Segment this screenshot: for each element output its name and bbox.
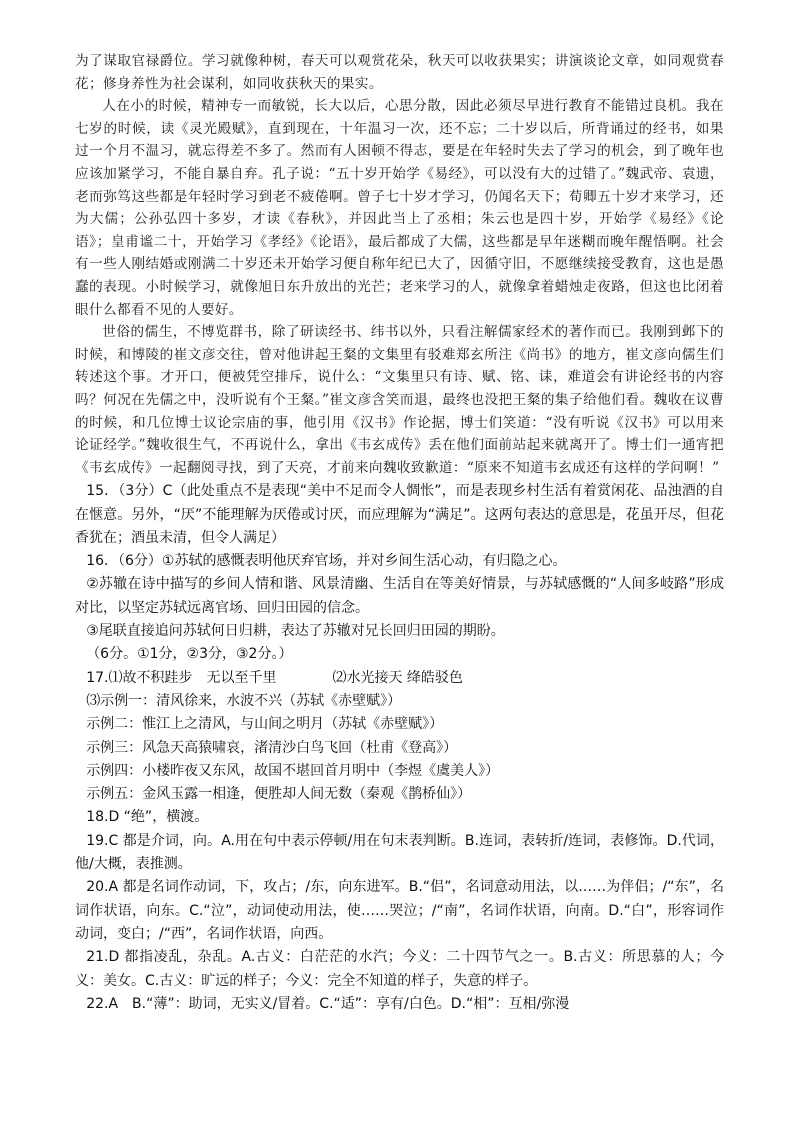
answer-17-example-2: 示例二：惟江上之清风，与山间之明月（苏轼《赤壁赋》）	[86, 716, 444, 733]
answer-18: 18.D “绝”，横渡。	[86, 809, 209, 826]
answer-20: 20.A 都是名词作动词，下，攻占；/东，向东进军。B.“侣”，名词意动用法，以……为伴侣；/“东”，名词作状语，向东。C.“泣”，动词使动用法，使……哭泣；/“南”，名词作状语，向南。D.“白”，形容词作动词，变白；/“西”，名词作状语，向西。	[75, 879, 724, 942]
answer-22: 22.A B.“薄”：助词，无实义/冒着。C.“适”：享有/白色。D.“相”：互相/弥漫	[86, 995, 570, 1012]
answer-21: 21.D 都指凌乱，杂乱。A.古义：白茫茫的水汽；今义：二十四节气之一。B.古义：所思慕的人；今义：美女。C.古义：旷远的样子；今义：完全不知道的样子，失意的样子。	[75, 949, 724, 989]
answers-section	[75, 480, 724, 1016]
answer-19: 19.C 都是介词，向。A.用在句中表示停顿/用在句末表判断。B.连词，表转折/连词，表修饰。D.代词，他/大概，表推测。	[75, 832, 724, 873]
translation-paragraph-2: 人在小的时候，精神专一而敏锐，长大以后，心思分散，因此必须尽早进行教育不能错过良机。我在七岁的时候，读《灵光殿赋》，直到现在，十年温习一次，还不忘；二十岁以后，所背诵过的经书，如果过一个月不温习，就忘得差不多了。然而有人困顿不得志，要是在年轻时失去了学习的机会，到了晚年也应该加紧学习，不能自暴自弃。孔子说：“五十岁开始学《易经》，可以没有大的过错了。”魏武帝、袁遗，老而弥笃这些都是年轻时学习到老不疲倦啊。曾子七十岁才学习，仍闻名天下；荀卿五十岁才来学习，还为大儒；公孙弘四十多岁，才读《春秋》，并因此当上了丞相；朱云也是四十岁，开始学《易经》《论语》；皇甫谧二十，开始学习《孝经》《论语》，最后都成了大儒，这些都是早年迷糊而晚年醒悟啊。社会有一些人刚结婚或刚满二十岁还未开始学习便自称年纪已大了，因循守旧，不愿继续接受教育，这也是愚蠢的表现。小时候学习，就像旭日东升放出的光芒；老来学习的人，就像拿着蜡烛走夜路，但这也比闭着眼什么都看不见的人要好。	[75, 98, 724, 318]
answer-17-example-1: ⑶示例一：清风徐来，水波不兴（苏轼《赤壁赋》）	[86, 692, 402, 709]
answer-16-point-1: 16．（6分）①苏轼的感慨表明他厌弃官场，并对乡间生活心动，有归隐之心。	[86, 553, 567, 570]
translation-paragraph-3: 世俗的儒生，不博览群书，除了研读经书、纬书以外，只看注解儒家经术的著作而已。我刚到邺下的时候，和博陵的崔文彦交往，曾对他讲起王粲的文集里有驳难郑玄所注《尚书》的地方，崔文彦向儒生们转述这个事。才开口，便被凭空排斥，说什么：“文集里只有诗、赋、铭、诔，难道会有讲论经书的内容吗？何况在先儒之中，没听说有个王粲。”崔文彦含笑而退，最终也没把王粲的集子给他们看。魏收在议曹的时候，和几位博士议论宗庙的事，他引用《汉书》作论据，博士们笑道：“没有听说《汉书》可以用来论证经学。”魏收很生气，不再说什么，拿出《韦玄成传》丢在他们面前站起来就离开了。博士们一通宵把《韦玄成传》一起翻阅寻找，到了天亮，才前来向魏收致歉道：“原来不知道韦玄成还有这样的学问啊！”	[75, 324, 724, 476]
answer-16-scoring: （6分。①1分，②3分，③2分。）	[86, 646, 293, 663]
answer-17-example-5: 示例五：金风玉露一相逢，便胜却人间无数（秦观《鹊桥仙》）	[86, 786, 472, 803]
answer-16-point-3: ③尾联直接追问苏轼何日归耕，表达了苏辙对兄长回归田园的期盼。	[86, 623, 505, 640]
answer-17-part-1-2: 17.⑴故不积跬步 无以至千里 ⑵水光接天 绛皓驳色	[86, 669, 463, 686]
translation-section	[75, 50, 724, 479]
translation-paragraph-1: 为了谋取官禄爵位。学习就像种树，春天可以观赏花朵，秋天可以收获果实；讲演谈论文章，如同观赏春花；修身养性为社会谋利，如同收获秋天的果实。	[75, 53, 724, 92]
answer-15: 15．（3分）C（此处重点不是表现“美中不足而令人惆怅”，而是表现乡村生活有着赏闲花、品浊酒的自在惬意。另外，“厌”不能理解为厌倦或讨厌，而应理解为“满足”。这两句表达的意思是，花虽开尽，但花香犹在；酒虽未清，但令人满足）	[75, 483, 724, 546]
answer-17-example-4: 示例四：小楼昨夜又东风，故国不堪回首月明中（李煜《虞美人》）	[86, 762, 500, 779]
answer-16-point-2: ②苏辙在诗中描写的乡间人情和谐、风景清幽、生活自在等美好情景，与苏轼感慨的“人间多岐路”形成对比，以坚定苏轼远离官场、回归田园的信念。	[75, 576, 724, 616]
answer-17-example-3: 示例三：风急天高猿啸哀，渚清沙白鸟飞回（杜甫《登高》）	[86, 739, 458, 756]
